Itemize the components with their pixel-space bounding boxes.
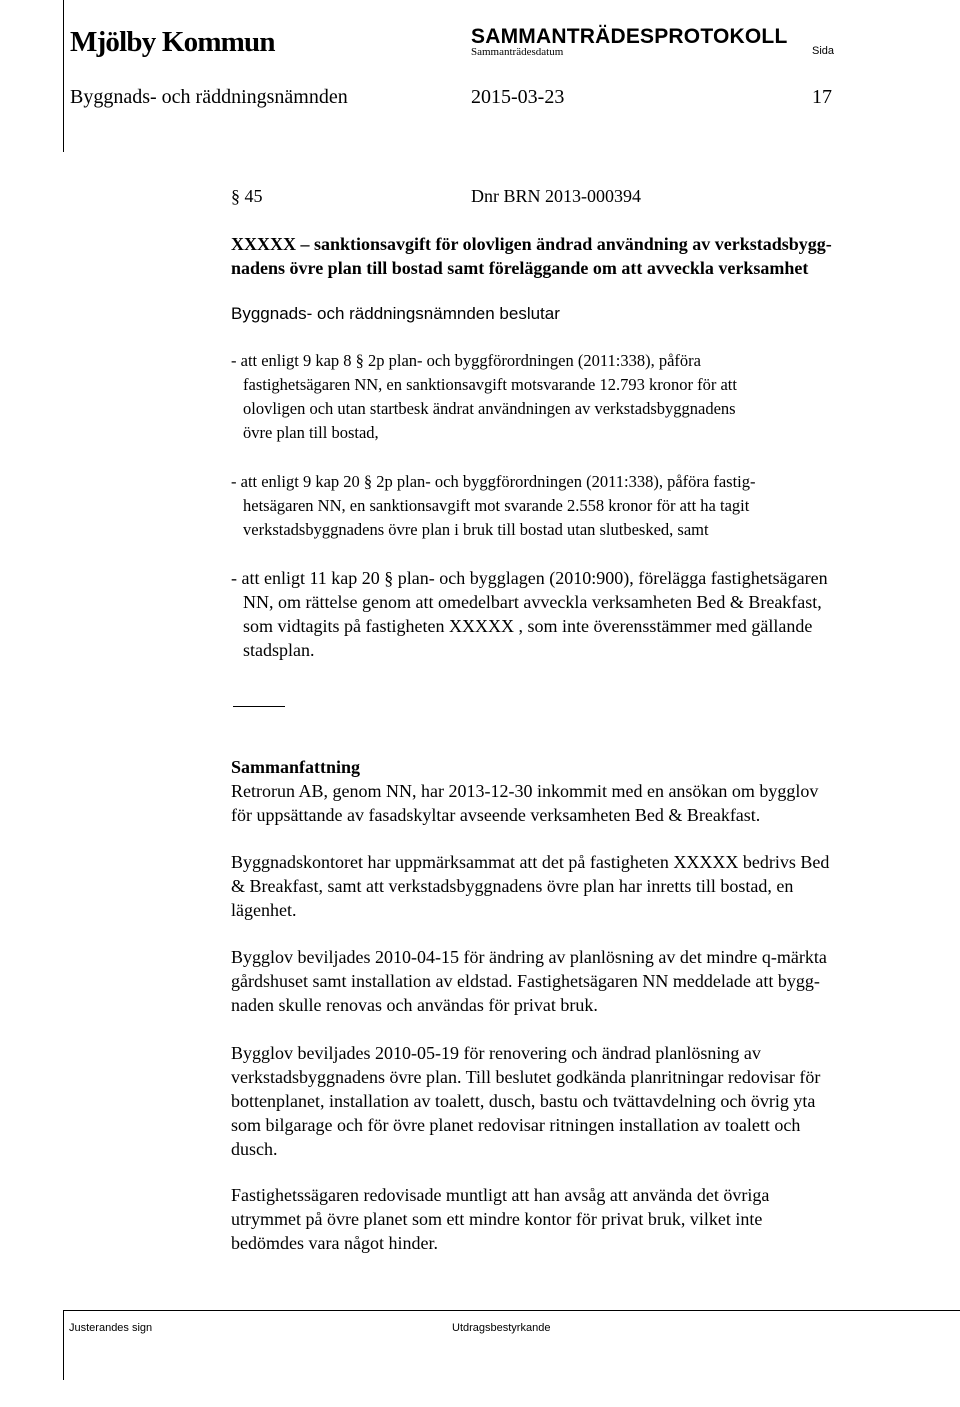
summary-line: som bilgarage och för övre planet redovisar ritningen installation av toalett och [231,1115,801,1135]
summary-line: bottenplanet, installation av toalett, dusch, bastu och tvättavdelning och övrig yta [231,1091,816,1111]
summary-paragraph [231,1041,931,1161]
summary-line: utrymmet på övre planet som ett mindre kontor för privat bruk, vilket inte [231,1209,763,1229]
decision-item-1 [231,349,931,445]
summary-line: Retrorun AB, genom NN, har 2013-12-30 inkommit med en ansökan om bygglov [231,781,819,801]
summary-line: för uppsättande av fasadskyltar avseende verksamheten Bed & Breakfast. [231,805,761,825]
decision-line: övre plan till bostad, [243,423,379,442]
footer-horizontal-rule [63,1310,960,1311]
municipality-name: Mjölby Kommun [70,26,275,58]
decision-item-3 [231,566,931,662]
section-divider [233,706,285,707]
summary-line: Byggnadskontoret har uppmärksammat att det på fastigheten XXXXX bedrivs Bed [231,852,830,872]
header-vertical-rule [63,0,64,152]
summary-line: naden skulle renovas och användas för privat bruk. [231,995,598,1015]
page-number: 17 [812,86,832,108]
summary-paragraph [231,779,931,827]
date-label: Sammanträdesdatum [471,46,564,58]
summary-line: Fastighetssägaren redovisade muntligt att han avsåg att använda det övriga [231,1185,770,1205]
meeting-date: 2015-03-23 [471,86,565,108]
summary-line: Bygglov beviljades 2010-04-15 för ändring av planlösning av det mindre q-märkta [231,947,827,967]
summary-line: Bygglov beviljades 2010-05-19 för renovering och ändrad planlösning av [231,1043,761,1063]
diary-number: Dnr BRN 2013-000394 [471,186,641,206]
section-number: § 45 [231,186,263,206]
decision-line: olovligen och utan startbesk ändrat användningen av verkstadsbyggnadens [243,399,736,418]
case-title [231,232,931,280]
decision-line: NN, om rättelse genom att omedelbart avveckla verksamheten Bed & Breakfast, [243,592,822,612]
summary-line: verkstadsbyggnadens övre plan. Till beslutet godkända planritningar redovisar för [231,1067,821,1087]
summary-line: bedömdes vara något hinder. [231,1233,438,1253]
extract-label: Utdragsbestyrkande [452,1322,551,1334]
summary-line: & Breakfast, samt att verkstadsbyggnadens övre plan har inretts till bostad, en [231,876,794,896]
footer-vertical-rule [63,1310,64,1380]
summary-paragraph [231,945,931,1017]
case-title-line: nadens övre plan till bostad samt föreläggande om att avveckla verksamhet [231,258,809,278]
summary-line: lägenhet. [231,900,297,920]
decision-line: hetsägaren NN, en sanktionsavgift mot svarande 2.558 kronor för att ha tagit [243,496,750,515]
decision-line: som vidtagits på fastigheten XXXXX , som inte överensstämmer med gällande [243,616,813,636]
decision-line: verkstadsbyggnadens övre plan i bruk till bostad utan slutbesked, samt [243,520,709,539]
decision-line: stadsplan. [243,640,315,660]
decision-line: - att enligt 9 kap 8 § 2p plan- och byggförordningen (2011:338), påföra [231,351,701,370]
summary-line: gårdshuset samt installation av eldstad. Fastighetsägaren NN meddelade att bygg- [231,971,820,991]
summary-paragraph [231,1183,931,1255]
summary-heading: Sammanfattning [231,757,361,777]
decision-heading: Byggnads- och räddningsnämnden beslutar [231,304,560,323]
page-label: Sida [812,45,835,57]
case-title-line: XXXXX – sanktionsavgift för olovligen ändrad användning av verkstadsbygg- [231,234,832,254]
summary-line: dusch. [231,1139,278,1159]
signature-label: Justerandes sign [69,1322,153,1334]
committee-name: Byggnads- och räddningsnämnden [70,86,348,108]
decision-line: - att enligt 9 kap 20 § 2p plan- och byggförordningen (2011:338), påföra fastig- [231,472,756,491]
document-type: SAMMANTRÄDESPROTOKOLL [471,25,788,48]
summary-paragraph [231,850,931,922]
decision-line: - att enligt 11 kap 20 § plan- och bygglagen (2010:900), förelägga fastighetsägaren [231,568,828,588]
decision-item-2 [231,470,931,542]
decision-line: fastighetsägaren NN, en sanktionsavgift motsvarande 12.793 kronor för att [243,375,737,394]
